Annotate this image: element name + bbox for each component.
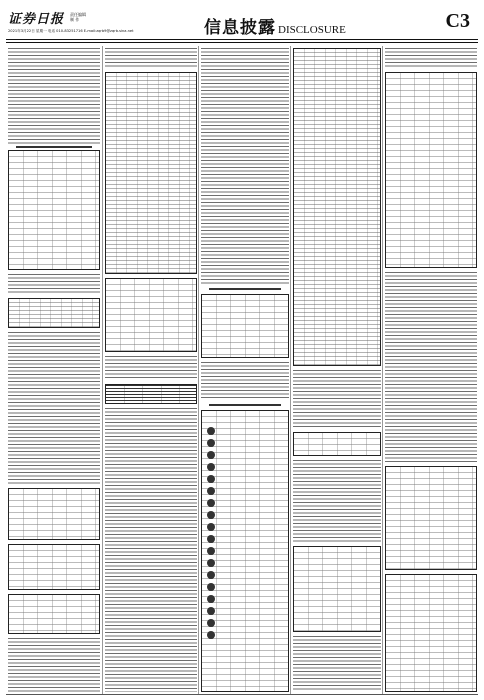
producer-label: 制 作 bbox=[70, 17, 80, 22]
fund-logo-list bbox=[206, 427, 218, 643]
footer-rule bbox=[6, 694, 478, 695]
header-rule-thin bbox=[6, 42, 478, 43]
data-table bbox=[105, 72, 197, 274]
fund-logo-icon bbox=[207, 463, 215, 471]
fund-logo-icon bbox=[207, 427, 215, 435]
fund-logo-icon bbox=[207, 607, 215, 615]
column-4 bbox=[290, 46, 383, 694]
editor-label: 责任编辑 bbox=[70, 12, 87, 17]
fund-logo-icon bbox=[207, 595, 215, 603]
column-1 bbox=[6, 46, 102, 694]
body-text-block bbox=[201, 48, 289, 284]
table-caption bbox=[209, 404, 281, 406]
data-table bbox=[293, 432, 381, 456]
data-table bbox=[8, 544, 100, 590]
fund-logo-icon bbox=[207, 631, 215, 639]
body-text-block bbox=[201, 362, 289, 400]
data-table bbox=[201, 410, 289, 692]
data-table bbox=[293, 546, 381, 632]
section-title-en: DISCLOSURE bbox=[278, 24, 346, 36]
column-3 bbox=[198, 46, 291, 694]
masthead bbox=[8, 8, 86, 26]
fund-logo-icon bbox=[207, 619, 215, 627]
data-table bbox=[385, 466, 477, 570]
fund-logo-icon bbox=[207, 571, 215, 579]
fund-logo-icon bbox=[207, 511, 215, 519]
body-text-block bbox=[293, 460, 381, 542]
data-table bbox=[385, 72, 477, 268]
columns-area bbox=[6, 46, 478, 694]
data-table bbox=[105, 278, 197, 352]
column-2 bbox=[102, 46, 199, 694]
body-text-block bbox=[8, 48, 100, 144]
fund-logo-icon bbox=[207, 475, 215, 483]
data-table bbox=[8, 488, 100, 540]
data-table bbox=[8, 150, 100, 270]
data-table bbox=[201, 294, 289, 358]
body-text-block bbox=[385, 272, 477, 462]
fund-logo-icon bbox=[207, 439, 215, 447]
data-table bbox=[385, 574, 477, 692]
data-table bbox=[105, 384, 197, 404]
body-text-block bbox=[8, 332, 100, 484]
section-title-cn: 信息披露 bbox=[204, 18, 276, 38]
masthead-meta bbox=[70, 12, 86, 22]
fund-logo-icon bbox=[207, 583, 215, 591]
body-text-block bbox=[8, 274, 100, 294]
fund-logo-icon bbox=[207, 487, 215, 495]
table-caption bbox=[16, 146, 92, 148]
fund-logo-icon bbox=[207, 559, 215, 567]
data-table bbox=[8, 594, 100, 634]
table-caption bbox=[209, 288, 281, 290]
body-text-block bbox=[293, 370, 381, 428]
data-table bbox=[293, 48, 381, 366]
fund-logo-icon bbox=[207, 535, 215, 543]
body-text-block bbox=[293, 636, 381, 692]
page-header bbox=[0, 0, 484, 46]
body-text-block bbox=[105, 356, 197, 380]
body-text-block bbox=[385, 48, 477, 68]
newspaper-logo: 证券日报 bbox=[8, 11, 65, 27]
section-title bbox=[204, 13, 346, 38]
header-rule bbox=[6, 39, 478, 40]
body-text-block bbox=[105, 408, 197, 692]
fund-logo-icon bbox=[207, 547, 215, 555]
column-5 bbox=[382, 46, 479, 694]
fund-logo-icon bbox=[207, 451, 215, 459]
data-table bbox=[8, 298, 100, 328]
body-text-block bbox=[8, 638, 100, 692]
body-text-block bbox=[105, 48, 197, 68]
fund-logo-icon bbox=[207, 523, 215, 531]
date-line: 2021年3月22日 星期一 电话 010-83251716 E-mail:zqrb9@zqrb.sina.net bbox=[8, 29, 134, 33]
fund-logo-icon bbox=[207, 499, 215, 507]
page-code: C3 bbox=[445, 10, 470, 32]
